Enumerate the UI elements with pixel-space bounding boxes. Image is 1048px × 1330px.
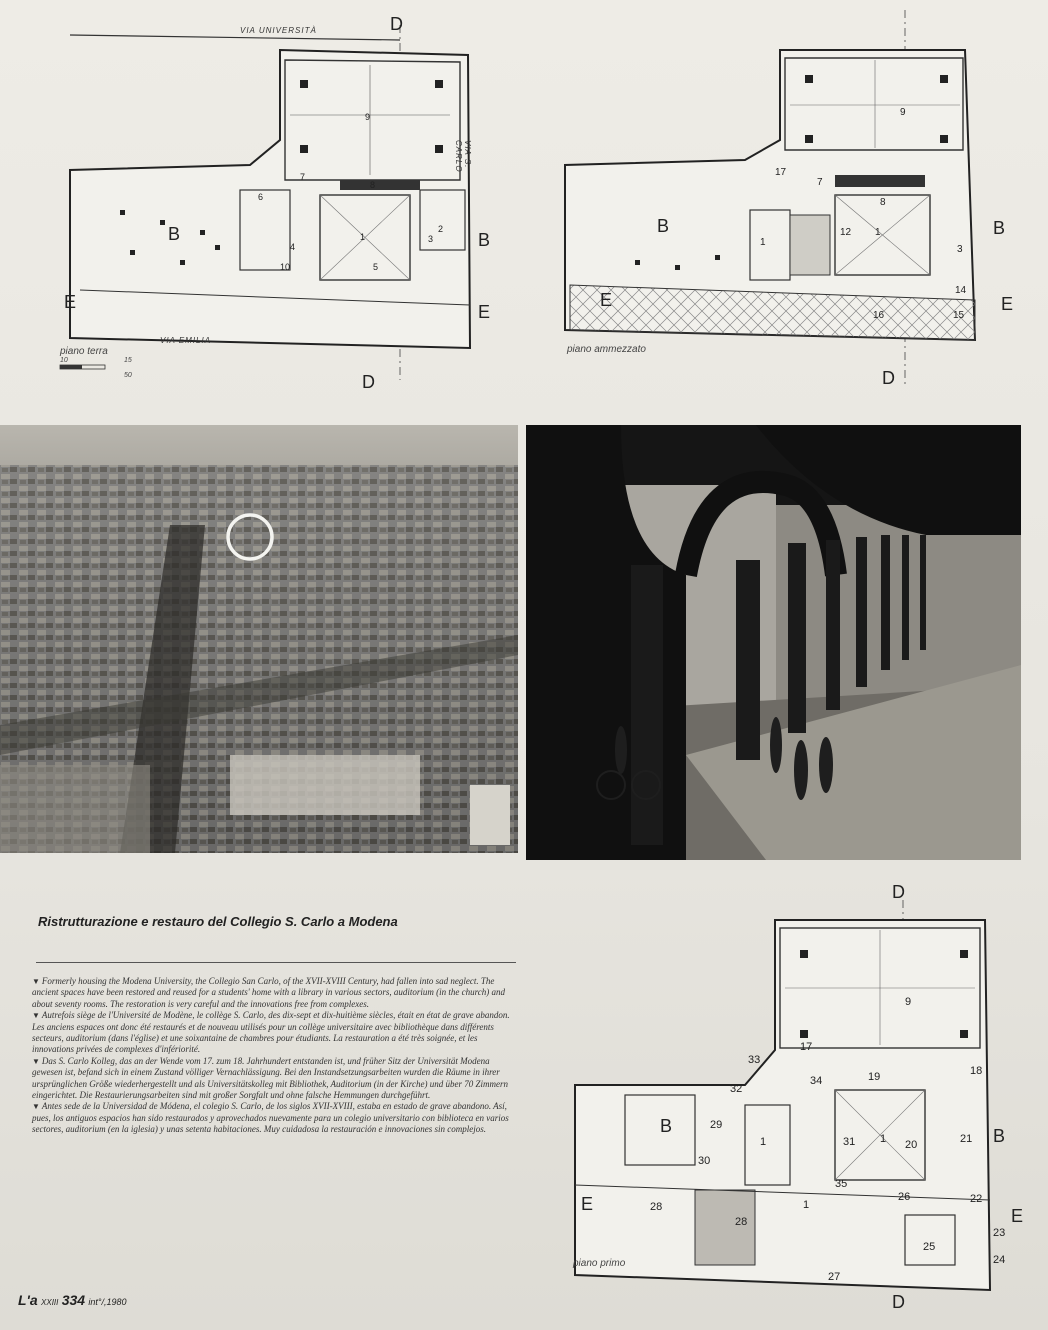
- section-label-b-left: B: [660, 1116, 673, 1136]
- svg-text:8: 8: [370, 180, 376, 190]
- section-label-b-right: B: [993, 1126, 1006, 1146]
- article-body: [32, 976, 512, 1136]
- svg-text:17: 17: [775, 167, 787, 178]
- section-label-e-left: E: [64, 292, 77, 312]
- paragraph-german: [32, 1056, 512, 1102]
- svg-text:33: 33: [748, 1054, 761, 1066]
- street-label-top: VIA UNIVERSITÀ: [240, 26, 317, 35]
- arcade-photo-image: [526, 425, 1021, 860]
- svg-text:1: 1: [360, 232, 366, 242]
- scale-tick-50: 50: [124, 372, 132, 379]
- title-rule: [36, 962, 516, 963]
- magazine-volume: XXIII: [41, 1298, 59, 1307]
- svg-text:3: 3: [957, 244, 963, 255]
- svg-text:14: 14: [955, 285, 967, 296]
- plan-mezzanine-drawing: [555, 10, 1025, 390]
- page-footer: [18, 1292, 127, 1308]
- svg-text:28: 28: [735, 1216, 748, 1228]
- aerial-photo-image: [0, 425, 518, 853]
- svg-text:12: 12: [840, 227, 852, 238]
- svg-text:7: 7: [300, 172, 306, 182]
- svg-text:35: 35: [835, 1178, 848, 1190]
- triangle-bullet-icon: ▼: [32, 1056, 42, 1066]
- svg-text:28: 28: [650, 1201, 663, 1213]
- svg-text:19: 19: [868, 1071, 881, 1083]
- svg-text:23: 23: [993, 1227, 1006, 1239]
- paragraph-spanish: [32, 1101, 512, 1135]
- svg-text:34: 34: [810, 1075, 823, 1087]
- svg-text:16: 16: [873, 310, 885, 321]
- svg-text:24: 24: [993, 1254, 1006, 1266]
- section-label-d-bottom: D: [362, 372, 375, 392]
- section-label-b-left: B: [168, 224, 181, 244]
- svg-text:27: 27: [828, 1271, 841, 1283]
- paragraph-french: [32, 1010, 512, 1056]
- photo-arcade-street: [526, 425, 1021, 860]
- svg-text:6: 6: [258, 192, 264, 202]
- svg-text:31: 31: [843, 1136, 856, 1148]
- svg-text:4: 4: [290, 242, 296, 252]
- svg-text:1: 1: [760, 237, 766, 248]
- svg-text:1: 1: [803, 1199, 810, 1211]
- page-number: 334: [61, 1292, 86, 1308]
- street-label-right: VIA S. CARLO: [454, 140, 472, 173]
- svg-text:9: 9: [365, 112, 371, 122]
- plan-mezzanine: [555, 10, 1025, 390]
- svg-text:32: 32: [730, 1083, 743, 1095]
- plan-first-floor: [565, 880, 1035, 1320]
- svg-text:25: 25: [923, 1241, 936, 1253]
- section-label-d-top: D: [892, 882, 905, 902]
- plan-caption-first: piano primo: [573, 1258, 626, 1269]
- svg-text:22: 22: [970, 1193, 983, 1205]
- street-label-bottom: VIA EMILIA: [160, 336, 212, 345]
- svg-text:7: 7: [817, 177, 823, 188]
- svg-text:30: 30: [698, 1155, 711, 1167]
- triangle-bullet-icon: ▼: [32, 1102, 42, 1112]
- svg-text:5: 5: [373, 262, 379, 272]
- svg-text:15: 15: [953, 310, 965, 321]
- scale-tick-15: 15: [124, 357, 132, 364]
- section-label-e-left: E: [600, 290, 613, 310]
- paragraph-french-text: Autrefois siège de l'Université de Modène, le collège S. Carlo, des dix-sept et dix-huitième siècles, était en état de grave abandon. Les anciens espaces ont donc été restaurés et de nouveau utilisés pour un collège universitaire avec bibliothèque dans différents secteurs, auditorium (dans l'église) et une soixantaine de chambres pour étudiants. La restauration a été très soignée, et les innovations privées de complexes d'infériorité.: [32, 1010, 510, 1055]
- svg-text:8: 8: [880, 197, 886, 208]
- plan-first-drawing: [565, 880, 1035, 1320]
- svg-text:26: 26: [898, 1191, 911, 1203]
- svg-text:10: 10: [280, 262, 291, 272]
- svg-text:1: 1: [875, 227, 881, 238]
- section-label-e-right: E: [1011, 1206, 1024, 1226]
- plan-caption-ground: piano terra: [60, 346, 108, 357]
- plan-ground-drawing: [40, 20, 510, 390]
- svg-text:1: 1: [760, 1136, 767, 1148]
- scale-tick-10: 10: [60, 357, 68, 364]
- plan-caption-mezzanine: piano ammezzato: [567, 344, 646, 355]
- section-label-e-left: E: [581, 1194, 594, 1214]
- svg-text:9: 9: [900, 107, 906, 118]
- section-label-e-right: E: [1001, 294, 1014, 314]
- svg-text:20: 20: [905, 1139, 918, 1151]
- triangle-bullet-icon: ▼: [32, 1011, 42, 1021]
- svg-text:21: 21: [960, 1133, 973, 1145]
- svg-text:3: 3: [428, 234, 434, 244]
- svg-text:18: 18: [970, 1065, 983, 1077]
- triangle-bullet-icon: ▼: [32, 977, 42, 986]
- paragraph-english: [32, 976, 512, 1010]
- magazine-name: L'a: [18, 1292, 38, 1308]
- section-label-d-top: D: [390, 14, 403, 34]
- svg-text:2: 2: [438, 224, 444, 234]
- plan-ground-floor: [40, 14, 510, 392]
- svg-text:1: 1: [880, 1133, 887, 1145]
- paragraph-english-text: Formerly housing the Modena University, the Collegio San Carlo, of the XVII-XVIII Century, had fallen into sad neglect. The ancient spaces have been restored and reused for a students' home with a library in various sectors, auditorium (in the church) and about seventy rooms. The restoration is very careful and the innovations free from complexes.: [32, 976, 506, 1009]
- svg-text:17: 17: [800, 1041, 813, 1053]
- magazine-issue: int°/,1980: [88, 1297, 127, 1307]
- section-label-b-left: B: [657, 216, 670, 236]
- section-label-b-right: B: [993, 218, 1006, 238]
- photo-aerial-view: [0, 425, 518, 853]
- section-label-b-right: B: [478, 230, 491, 250]
- article-title: Ristrutturazione e restauro del Collegio S. Carlo a Modena: [38, 914, 398, 929]
- paragraph-spanish-text: Antes sede de la Universidad de Módena, el colegio S. Carlo, de los siglos XVII-XVIII, estaba en estado de grave abandono. Así, pues, los antiguos espacios han sido restaurados y aprovechados nuevamente para un colegio universitario con biblioteca en varios sectores, auditorium (en la iglesia) y unas setenta habitaciones. Muy cuidadosa la restauración e innovaciones sin complejos.: [32, 1101, 509, 1135]
- section-label-d-bottom: D: [892, 1292, 905, 1312]
- paragraph-german-text: Das S. Carlo Kolleg, das an der Wende vom 17. zum 18. Jahrhundert entstanden ist, und früher Sitz der Universität Modena gewesen ist, befand sich in einem Zustand völliger Vernachlässigung. Bei den Instandsetzungsarbeiten wurden die Räume in ihrer ursprünglichen Größe wiederhergestellt und als Universitätskolleg mit Bibliothek, Auditorium (in der Kirche) und über 70 Zimmern eingerichtet. Die Restaurierungsarbeiten sind mit großer Sorgfalt und ohne falsche Hemmungen durchgeführt.: [32, 1055, 508, 1101]
- section-label-d: D: [882, 368, 895, 388]
- svg-text:29: 29: [710, 1119, 723, 1131]
- section-label-e-right: E: [478, 302, 491, 322]
- svg-text:9: 9: [905, 996, 912, 1008]
